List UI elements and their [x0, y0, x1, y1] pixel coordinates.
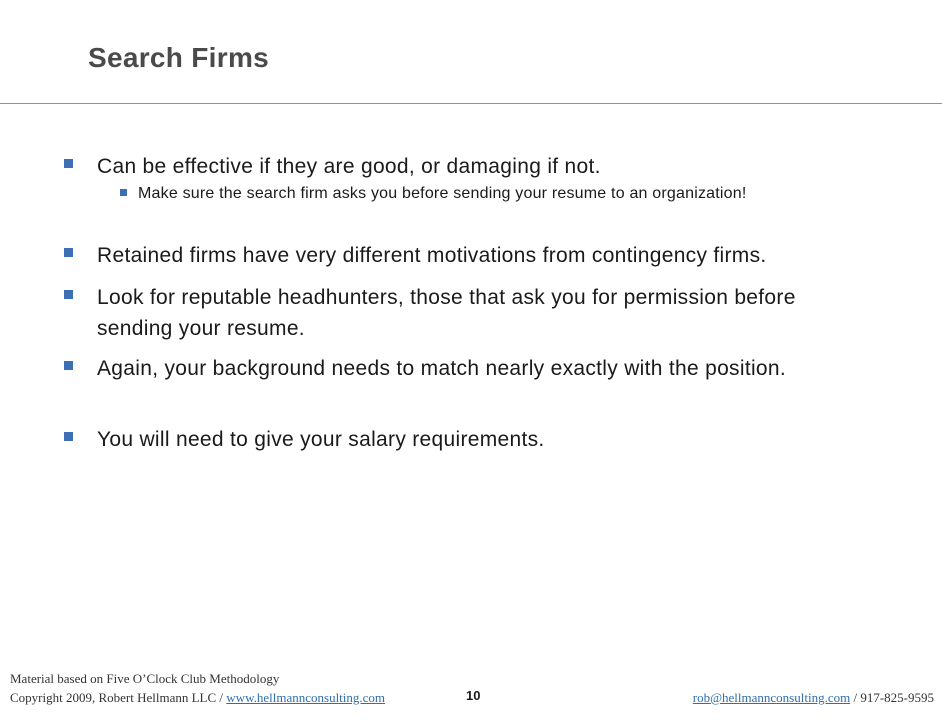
sub-bullet-text: Make sure the search firm asks you before sending your resume to an organization!	[138, 185, 747, 202]
website-link[interactable]: www.hellmannconsulting.com	[226, 690, 386, 705]
slide-title: Search Firms	[88, 42, 270, 73]
phone-text: / 917-825-9595	[850, 690, 934, 705]
bullet-text: Look for reputable headhunters, those that ask you for permission before sending your resume.	[97, 286, 796, 340]
square-bullet-icon	[64, 159, 73, 168]
bullet-text: Can be effective if they are good, or damaging if not.	[97, 155, 601, 178]
footer-contact	[693, 690, 934, 706]
page-number: 10	[466, 688, 481, 703]
square-bullet-icon	[120, 189, 127, 196]
square-bullet-icon	[64, 361, 73, 370]
footer-methodology-note: Material based on Five O’Clock Club Methodology	[10, 671, 280, 686]
square-bullet-icon	[64, 290, 73, 299]
footer-copyright	[10, 690, 385, 706]
copyright-text: Copyright 2009, Robert Hellmann LLC /	[10, 690, 227, 705]
bullet-text: You will need to give your salary requirements.	[97, 428, 545, 451]
bullet-text: Retained firms have very different motivations from contingency firms.	[97, 244, 767, 267]
title-divider	[0, 103, 942, 104]
square-bullet-icon	[64, 248, 73, 257]
email-link[interactable]: rob@hellmannconsulting.com	[692, 690, 851, 705]
bullet-text: Again, your background needs to match nearly exactly with the position.	[97, 357, 787, 380]
square-bullet-icon	[64, 432, 73, 441]
